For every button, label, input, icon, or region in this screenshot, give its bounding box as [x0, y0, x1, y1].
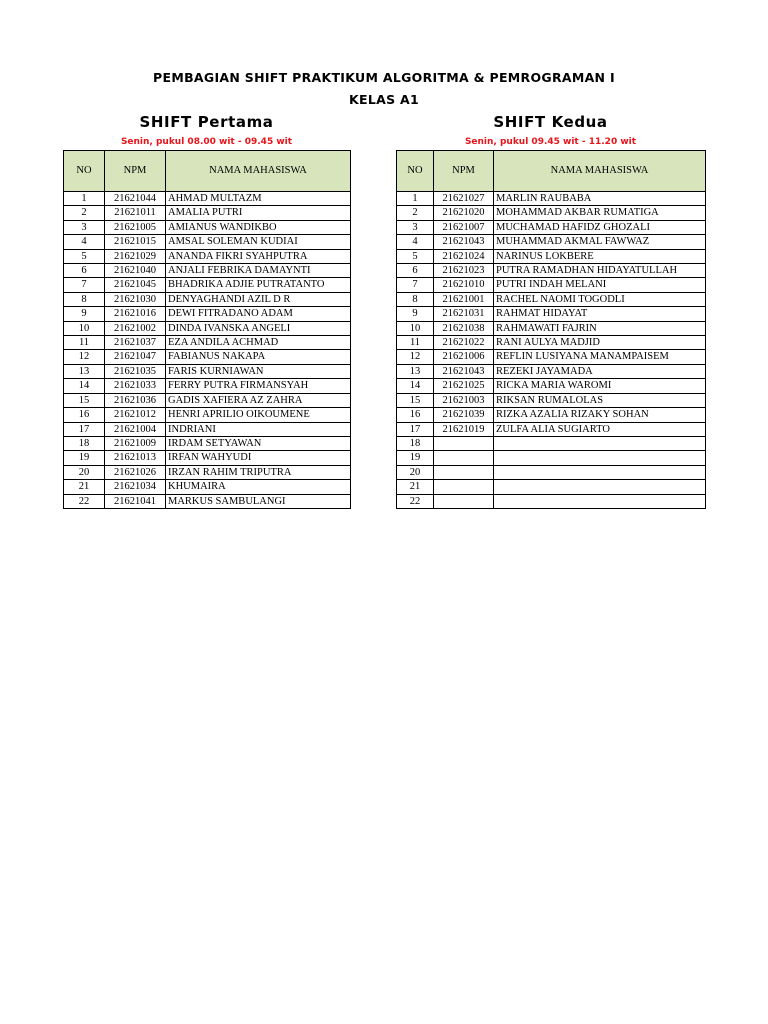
student-name: RIKSAN RUMALOLAS	[494, 393, 706, 407]
student-name: PUTRA RAMADHAN HIDAYATULLAH	[494, 264, 706, 278]
student-npm	[434, 480, 494, 494]
table-row	[397, 393, 706, 407]
student-npm: 21621005	[105, 220, 166, 234]
student-name: MUCHAMAD HAFIDZ GHOZALI	[494, 220, 706, 234]
student-npm: 21621002	[105, 321, 166, 335]
student-npm: 21621039	[434, 408, 494, 422]
table-row	[397, 422, 706, 436]
table-row	[397, 336, 706, 350]
student-npm: 21621043	[434, 364, 494, 378]
row-number: 2	[397, 206, 434, 220]
row-number: 9	[397, 307, 434, 321]
table-row	[397, 292, 706, 306]
row-number: 15	[64, 393, 105, 407]
row-number: 11	[397, 336, 434, 350]
student-npm: 21621025	[434, 379, 494, 393]
student-name: ZULFA ALIA SUGIARTO	[494, 422, 706, 436]
column-header-no: NO	[397, 151, 434, 192]
row-number: 7	[64, 278, 105, 292]
student-npm: 21621036	[105, 393, 166, 407]
student-name: RAHMAWATI FAJRIN	[494, 321, 706, 335]
row-number: 12	[64, 350, 105, 364]
column-header-npm: NPM	[105, 151, 166, 192]
table-row	[397, 436, 706, 450]
student-name: ANANDA FIKRI SYAHPUTRA	[166, 249, 351, 263]
student-npm: 21621027	[434, 192, 494, 206]
student-name	[494, 436, 706, 450]
student-name: IRZAN RAHIM TRIPUTRA	[166, 465, 351, 479]
row-number: 6	[397, 264, 434, 278]
student-npm: 21621030	[105, 292, 166, 306]
row-number: 2	[64, 206, 105, 220]
table-row	[64, 307, 351, 321]
student-name: REZEKI JAYAMADA	[494, 364, 706, 378]
student-npm: 21621037	[105, 336, 166, 350]
table-header-row	[64, 151, 351, 192]
row-number: 19	[397, 451, 434, 465]
table-row	[64, 336, 351, 350]
student-name: MARKUS SAMBULANGI	[166, 494, 351, 508]
table-row	[64, 408, 351, 422]
table-header-row	[397, 151, 706, 192]
table-row	[397, 220, 706, 234]
table-row	[397, 249, 706, 263]
shift-1-title: SHIFT Pertama	[139, 113, 274, 131]
row-number: 16	[64, 408, 105, 422]
column-header-nama: NAMA MAHASISWA	[166, 151, 351, 192]
student-name: IRFAN WAHYUDI	[166, 451, 351, 465]
table-row	[64, 422, 351, 436]
student-npm: 21621031	[434, 307, 494, 321]
row-number: 10	[397, 321, 434, 335]
student-name: REFLIN LUSIYANA MANAMPAISEM	[494, 350, 706, 364]
table-row	[397, 451, 706, 465]
row-number: 6	[64, 264, 105, 278]
table-row	[64, 494, 351, 508]
table-row	[397, 321, 706, 335]
table-row	[397, 206, 706, 220]
table-row	[397, 307, 706, 321]
student-name: RACHEL NAOMI TOGODLI	[494, 292, 706, 306]
class-label: KELAS A1	[349, 92, 419, 107]
student-name: GADIS XAFIERA AZ ZAHRA	[166, 393, 351, 407]
student-npm: 21621022	[434, 336, 494, 350]
student-npm: 21621044	[105, 192, 166, 206]
student-name: DEWI FITRADANO ADAM	[166, 307, 351, 321]
student-npm: 21621013	[105, 451, 166, 465]
student-npm: 21621011	[105, 206, 166, 220]
table-row	[397, 278, 706, 292]
student-name: AMIANUS WANDIKBO	[166, 220, 351, 234]
row-number: 4	[64, 235, 105, 249]
row-number: 16	[397, 408, 434, 422]
table-row	[64, 220, 351, 234]
student-npm: 21621038	[434, 321, 494, 335]
student-npm: 21621006	[434, 350, 494, 364]
student-name: FERRY PUTRA FIRMANSYAH	[166, 379, 351, 393]
student-npm: 21621019	[434, 422, 494, 436]
student-npm: 21621026	[105, 465, 166, 479]
student-name: AMALIA PUTRI	[166, 206, 351, 220]
student-name: IRDAM SETYAWAN	[166, 436, 351, 450]
row-number: 8	[397, 292, 434, 306]
student-name: AHMAD MULTAZM	[166, 192, 351, 206]
shift-1-table	[63, 150, 351, 509]
row-number: 3	[64, 220, 105, 234]
table-row	[397, 235, 706, 249]
table-row	[64, 379, 351, 393]
student-npm: 21621004	[105, 422, 166, 436]
student-npm: 21621033	[105, 379, 166, 393]
table-row	[64, 249, 351, 263]
row-number: 1	[64, 192, 105, 206]
table-row	[397, 408, 706, 422]
row-number: 18	[397, 436, 434, 450]
student-name: ANJALI FEBRIKA DAMAYNTI	[166, 264, 351, 278]
table-row	[64, 206, 351, 220]
student-name: BHADRIKA ADJIE PUTRATANTO	[166, 278, 351, 292]
student-npm: 21621041	[105, 494, 166, 508]
student-npm: 21621009	[105, 436, 166, 450]
row-number: 5	[64, 249, 105, 263]
student-name: INDRIANI	[166, 422, 351, 436]
student-npm: 21621023	[434, 264, 494, 278]
table-row	[64, 292, 351, 306]
student-name: RAHMAT HIDAYAT	[494, 307, 706, 321]
row-number: 11	[64, 336, 105, 350]
shift-1-schedule: Senin, pukul 08.00 wit - 09.45 wit	[120, 137, 293, 147]
student-npm: 21621035	[105, 364, 166, 378]
table-row	[397, 379, 706, 393]
shift-2-schedule: Senin, pukul 09.45 wit - 11.20 wit	[464, 137, 637, 147]
student-npm: 21621024	[434, 249, 494, 263]
table-row	[64, 264, 351, 278]
table-row	[397, 494, 706, 508]
student-name: DINDA IVANSKA ANGELI	[166, 321, 351, 335]
student-npm: 21621034	[105, 480, 166, 494]
student-name	[494, 480, 706, 494]
row-number: 20	[397, 465, 434, 479]
row-number: 14	[397, 379, 434, 393]
student-npm: 21621003	[434, 393, 494, 407]
row-number: 4	[397, 235, 434, 249]
table-row	[64, 278, 351, 292]
table-row	[64, 451, 351, 465]
row-number: 5	[397, 249, 434, 263]
table-row	[64, 364, 351, 378]
row-number: 20	[64, 465, 105, 479]
row-number: 21	[397, 480, 434, 494]
table-row	[397, 465, 706, 479]
student-npm	[434, 451, 494, 465]
student-npm: 21621043	[434, 235, 494, 249]
table-row	[397, 480, 706, 494]
student-npm: 21621029	[105, 249, 166, 263]
student-npm: 21621012	[105, 408, 166, 422]
row-number: 14	[64, 379, 105, 393]
document-title: PEMBAGIAN SHIFT PRAKTIKUM ALGORITMA & PEMROGRAMAN I	[153, 70, 615, 85]
student-npm: 21621040	[105, 264, 166, 278]
student-name: FABIANUS NAKAPA	[166, 350, 351, 364]
table-row	[64, 192, 351, 206]
row-number: 21	[64, 480, 105, 494]
row-number: 15	[397, 393, 434, 407]
student-name: PUTRI INDAH MELANI	[494, 278, 706, 292]
student-name: RIZKA AZALIA RIZAKY SOHAN	[494, 408, 706, 422]
student-name: FARIS KURNIAWAN	[166, 364, 351, 378]
student-name	[494, 494, 706, 508]
row-number: 22	[397, 494, 434, 508]
student-name: EZA ANDILA ACHMAD	[166, 336, 351, 350]
student-name	[494, 465, 706, 479]
student-name: MOHAMMAD AKBAR RUMATIGA	[494, 206, 706, 220]
shift-2-title: SHIFT Kedua	[493, 113, 608, 131]
student-npm: 21621001	[434, 292, 494, 306]
table-row	[64, 350, 351, 364]
student-npm	[434, 465, 494, 479]
row-number: 9	[64, 307, 105, 321]
student-name: KHUMAIRA	[166, 480, 351, 494]
student-name: MUHAMMAD AKMAL FAWWAZ	[494, 235, 706, 249]
student-name	[494, 451, 706, 465]
row-number: 13	[64, 364, 105, 378]
student-name: HENRI APRILIO OIKOUMENE	[166, 408, 351, 422]
table-row	[397, 192, 706, 206]
row-number: 13	[397, 364, 434, 378]
student-name: RANI AULYA MADJID	[494, 336, 706, 350]
table-row	[64, 235, 351, 249]
student-npm	[434, 436, 494, 450]
shift-2-table	[396, 150, 706, 509]
row-number: 3	[397, 220, 434, 234]
column-header-npm: NPM	[434, 151, 494, 192]
row-number: 18	[64, 436, 105, 450]
row-number: 12	[397, 350, 434, 364]
row-number: 19	[64, 451, 105, 465]
table-row	[397, 364, 706, 378]
table-row	[64, 436, 351, 450]
student-name: NARINUS LOKBERE	[494, 249, 706, 263]
student-name: RICKA MARIA WAROMI	[494, 379, 706, 393]
row-number: 17	[397, 422, 434, 436]
student-name: DENYAGHANDI AZIL D R	[166, 292, 351, 306]
student-npm: 21621045	[105, 278, 166, 292]
table-row	[64, 393, 351, 407]
column-header-nama: NAMA MAHASISWA	[494, 151, 706, 192]
student-npm: 21621007	[434, 220, 494, 234]
student-npm	[434, 494, 494, 508]
row-number: 8	[64, 292, 105, 306]
student-npm: 21621020	[434, 206, 494, 220]
table-row	[397, 264, 706, 278]
table-row	[64, 480, 351, 494]
table-row	[64, 321, 351, 335]
row-number: 17	[64, 422, 105, 436]
row-number: 10	[64, 321, 105, 335]
row-number: 22	[64, 494, 105, 508]
column-header-no: NO	[64, 151, 105, 192]
row-number: 1	[397, 192, 434, 206]
student-npm: 21621016	[105, 307, 166, 321]
student-npm: 21621010	[434, 278, 494, 292]
row-number: 7	[397, 278, 434, 292]
student-name: AMSAL SOLEMAN KUDIAI	[166, 235, 351, 249]
student-npm: 21621015	[105, 235, 166, 249]
table-row	[64, 465, 351, 479]
student-name: MARLIN RAUBABA	[494, 192, 706, 206]
student-npm: 21621047	[105, 350, 166, 364]
table-row	[397, 350, 706, 364]
